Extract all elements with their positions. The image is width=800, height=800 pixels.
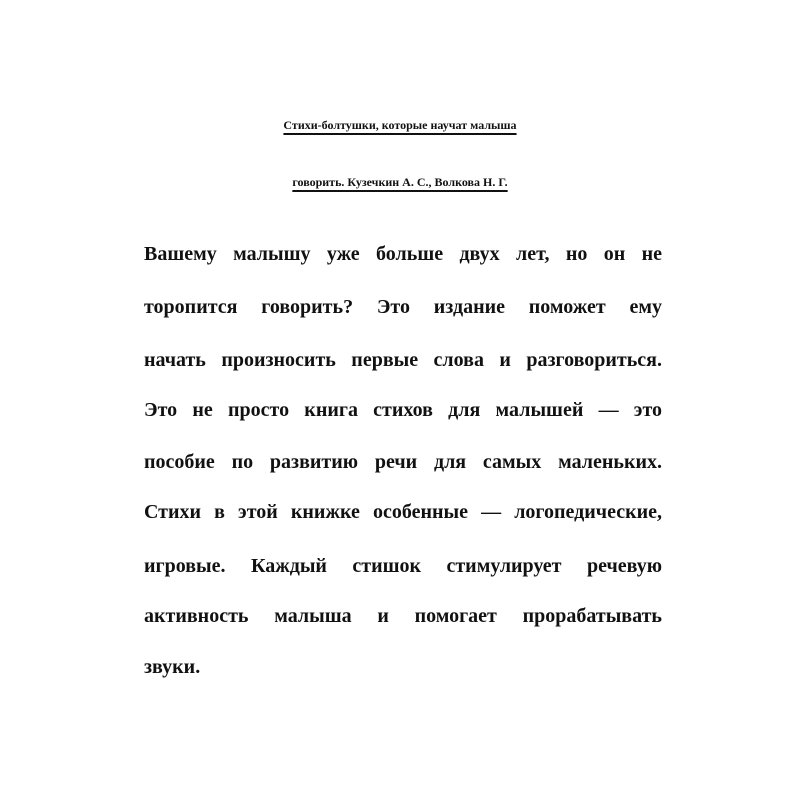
body-text-line: Стихи в этой книжке особенные — логопедические, [144, 501, 662, 523]
document-title-line-1: Стихи-болтушки, которые научат малыша [283, 118, 517, 132]
document-title-line-2: говорить. Кузечкин А. С., Волкова Н. Г. [292, 175, 508, 189]
body-text-line: Вашему малышу уже больше двух лет, но он не [144, 243, 662, 265]
body-text-line: торопится говорить? Это издание поможет ему [144, 296, 662, 318]
body-text-line: пособие по развитию речи для самых маленьких. [144, 451, 662, 473]
body-text-line: Это не просто книга стихов для малышей — это [144, 399, 662, 421]
body-text-line: звуки. [144, 656, 201, 678]
body-text-line: игровые. Каждый стишок стимулирует речевую [144, 555, 662, 577]
body-text-line: начать произносить первые слова и разговориться. [144, 349, 662, 371]
body-text-line: активность малыша и помогает прорабатывать [144, 605, 662, 627]
